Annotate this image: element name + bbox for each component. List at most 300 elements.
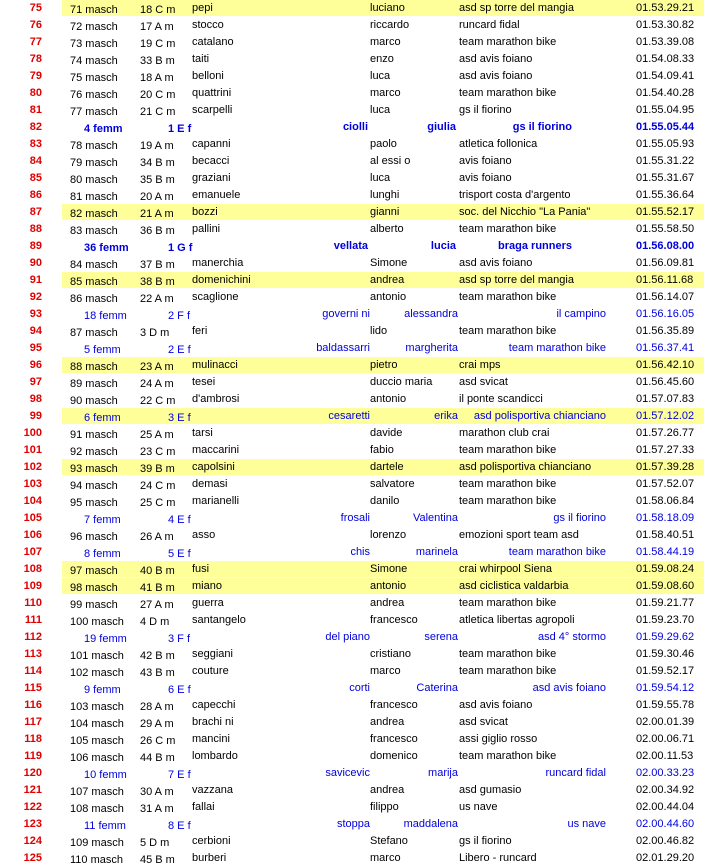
firstname-cell: marco (370, 665, 401, 677)
table-row (0, 170, 704, 187)
firstname-cell: luca (370, 172, 391, 184)
surname-cell: capecchi (192, 699, 236, 711)
class-rank-cell: 37 B m (140, 259, 175, 271)
surname-cell: asso (192, 529, 216, 541)
firstname-cell: fabio (370, 444, 394, 456)
surname-cell: demasi (192, 478, 228, 490)
category-rank-cell: 78 masch (70, 140, 118, 152)
position-cell: 84 (29, 155, 42, 167)
position-cell: 88 (29, 223, 42, 235)
category-rank-cell: 18 femm (84, 310, 127, 322)
table-row (0, 731, 704, 748)
class-rank-cell: 40 B m (140, 565, 175, 577)
table-row (0, 272, 704, 289)
table-row (0, 17, 704, 34)
table-row (0, 102, 704, 119)
category-rank-cell: 93 masch (70, 463, 118, 475)
class-rank-cell: 6 E f (168, 684, 191, 696)
firstname-cell: Stefano (370, 835, 408, 847)
category-rank-cell: 83 masch (70, 225, 118, 237)
position-cell: 96 (29, 359, 42, 371)
firstname-cell: marco (370, 36, 401, 48)
table-row (0, 0, 704, 17)
class-rank-cell: 33 B m (140, 55, 175, 67)
time-cell: 01.58.06.84 (636, 495, 695, 507)
category-rank-cell: 76 masch (70, 89, 118, 101)
category-rank-cell: 36 femm (84, 242, 129, 254)
team-cell: il campino (556, 308, 606, 320)
class-rank-cell: 23 C m (140, 446, 176, 458)
category-rank-cell: 84 masch (70, 259, 118, 271)
table-row (0, 136, 704, 153)
position-cell: 115 (24, 682, 42, 694)
category-rank-cell: 103 masch (70, 701, 124, 713)
position-cell: 76 (29, 19, 42, 31)
surname-cell: stoppa (336, 818, 370, 830)
time-cell: 02.00.44.60 (636, 818, 695, 830)
time-cell: 01.59.30.46 (636, 648, 695, 660)
category-rank-cell: 85 masch (70, 276, 118, 288)
surname-cell: mancini (192, 733, 230, 745)
table-row (0, 153, 704, 170)
table-row (0, 799, 704, 816)
team-cell: us nave (459, 801, 498, 813)
firstname-cell: filippo (370, 801, 399, 813)
time-cell: 02.01.29.20 (636, 852, 695, 864)
class-rank-cell: 7 E f (168, 769, 191, 781)
team-cell: avis foiano (459, 155, 512, 167)
table-row (0, 816, 704, 833)
position-cell: 93 (29, 308, 42, 320)
category-rank-cell: 107 masch (70, 786, 124, 798)
table-row (0, 646, 704, 663)
table-row (0, 663, 704, 680)
table-row (0, 459, 704, 476)
position-cell: 118 (24, 733, 42, 745)
team-cell: soc. del Nicchio "La Pania" (459, 206, 591, 218)
team-cell: crai mps (459, 359, 501, 371)
team-cell: asd sp torre del mangia (459, 274, 574, 286)
class-rank-cell: 18 C m (140, 4, 176, 16)
team-cell: asd avis foiano (459, 699, 533, 711)
firstname-cell: alberto (370, 223, 404, 235)
position-cell: 79 (29, 70, 42, 82)
team-cell: atletica libertas agropoli (459, 614, 575, 626)
time-cell: 01.55.31.67 (636, 172, 695, 184)
position-cell: 89 (29, 240, 42, 252)
class-rank-cell: 4 D m (140, 616, 170, 628)
position-cell: 82 (29, 121, 42, 133)
firstname-cell: giulia (427, 121, 456, 133)
team-cell: asd svicat (459, 716, 508, 728)
surname-cell: marianelli (192, 495, 240, 507)
table-row (0, 323, 704, 340)
position-cell: 113 (24, 648, 42, 660)
surname-cell: tarsi (192, 427, 213, 439)
surname-cell: savicevic (325, 767, 370, 779)
position-cell: 108 (23, 563, 42, 575)
firstname-cell: antonio (370, 580, 407, 592)
team-cell: team marathon bike (459, 36, 557, 48)
position-cell: 80 (29, 87, 42, 99)
time-cell: 01.57.27.33 (636, 444, 695, 456)
firstname-cell: Valentina (412, 512, 458, 524)
class-rank-cell: 30 A m (140, 786, 174, 798)
team-cell: gs il fiorino (459, 835, 512, 847)
firstname-cell: luca (370, 104, 391, 116)
table-row (0, 680, 704, 697)
table-row (0, 561, 704, 578)
firstname-cell: lorenzo (370, 529, 407, 541)
position-cell: 114 (24, 665, 42, 677)
category-rank-cell: 86 masch (70, 293, 118, 305)
time-cell: 01.58.18.09 (636, 512, 695, 524)
table-row (0, 187, 704, 204)
table-row (0, 221, 704, 238)
team-cell: team marathon bike (459, 597, 557, 609)
class-rank-cell: 3 F f (168, 633, 191, 645)
team-cell: team marathon bike (459, 665, 557, 677)
position-cell: 116 (24, 699, 42, 711)
table-row (0, 68, 704, 85)
time-cell: 01.56.45.60 (636, 376, 695, 388)
category-rank-cell: 7 femm (84, 514, 121, 526)
team-cell: crai whirpool Siena (459, 563, 552, 575)
class-rank-cell: 23 A m (140, 361, 174, 373)
category-rank-cell: 79 masch (70, 157, 118, 169)
table-row (0, 748, 704, 765)
time-cell: 01.57.39.28 (636, 461, 695, 473)
time-cell: 02.00.34.92 (636, 784, 695, 796)
team-cell: runcard fidal (459, 19, 520, 31)
category-rank-cell: 8 femm (84, 548, 121, 560)
category-rank-cell: 92 masch (70, 446, 118, 458)
firstname-cell: lunghi (370, 189, 400, 201)
category-rank-cell: 101 masch (70, 650, 124, 662)
time-cell: 02.00.06.71 (636, 733, 695, 745)
surname-cell: chis (350, 546, 370, 558)
position-cell: 103 (23, 478, 42, 490)
category-rank-cell: 102 masch (70, 667, 124, 679)
category-rank-cell: 89 masch (70, 378, 118, 390)
table-row (0, 374, 704, 391)
category-rank-cell: 97 masch (70, 565, 118, 577)
team-cell: avis foiano (459, 172, 512, 184)
class-rank-cell: 2 F f (168, 310, 191, 322)
time-cell: 01.55.05.44 (636, 121, 695, 133)
time-cell: 01.59.21.77 (636, 597, 695, 609)
team-cell: team marathon bike (459, 325, 557, 337)
class-rank-cell: 20 A m (140, 191, 174, 203)
surname-cell: capolsini (192, 461, 235, 473)
category-rank-cell: 5 femm (84, 344, 121, 356)
surname-cell: bozzi (192, 206, 218, 218)
time-cell: 01.57.07.83 (636, 393, 695, 405)
class-rank-cell: 1 G f (168, 242, 193, 254)
firstname-cell: serena (424, 631, 458, 643)
class-rank-cell: 29 A m (140, 718, 174, 730)
category-rank-cell: 6 femm (84, 412, 121, 424)
firstname-cell: andrea (370, 274, 405, 286)
class-rank-cell: 38 B m (140, 276, 175, 288)
position-cell: 100 (23, 427, 42, 439)
table-row (0, 408, 704, 425)
surname-cell: fallai (192, 801, 215, 813)
class-rank-cell: 18 A m (140, 72, 174, 84)
table-row (0, 765, 704, 782)
class-rank-cell: 3 E f (168, 412, 191, 424)
time-cell: 01.56.14.07 (636, 291, 695, 303)
time-cell: 01.55.58.50 (636, 223, 695, 235)
position-cell: 122 (23, 801, 42, 813)
firstname-cell: dartele (370, 461, 404, 473)
surname-cell: burberi (192, 852, 227, 864)
surname-cell: cerbioni (192, 835, 231, 847)
surname-cell: graziani (192, 172, 231, 184)
firstname-cell: davide (370, 427, 403, 439)
time-cell: 01.59.08.60 (636, 580, 695, 592)
team-cell: asd 4° stormo (538, 631, 606, 643)
team-cell: team marathon bike (459, 495, 557, 507)
team-cell: team marathon bike (459, 444, 557, 456)
table-row (0, 850, 704, 867)
firstname-cell: margherita (405, 342, 458, 354)
class-rank-cell: 25 A m (140, 429, 174, 441)
time-cell: 01.59.23.70 (636, 614, 695, 626)
position-cell: 78 (29, 53, 42, 65)
surname-cell: ciolli (342, 121, 368, 133)
class-rank-cell: 17 A m (140, 21, 174, 33)
position-cell: 102 (23, 461, 42, 473)
surname-cell: pepi (192, 2, 213, 14)
table-row (0, 833, 704, 850)
firstname-cell: marija (428, 767, 458, 779)
class-rank-cell: 25 C m (140, 497, 176, 509)
category-rank-cell: 106 masch (70, 752, 124, 764)
team-cell: asd gumasio (459, 784, 522, 796)
surname-cell: becacci (192, 155, 230, 167)
position-cell: 110 (24, 597, 42, 609)
position-cell: 105 (23, 512, 42, 524)
time-cell: 02.00.01.39 (636, 716, 695, 728)
team-cell: trisport costa d'argento (459, 189, 571, 201)
surname-cell: del piano (325, 631, 370, 643)
position-cell: 94 (29, 325, 42, 337)
firstname-cell: Caterina (416, 682, 458, 694)
class-rank-cell: 3 D m (140, 327, 170, 339)
class-rank-cell: 22 C m (140, 395, 176, 407)
firstname-cell: paolo (370, 138, 397, 150)
table-row (0, 442, 704, 459)
class-rank-cell: 42 B m (140, 650, 175, 662)
class-rank-cell: 26 C m (140, 735, 176, 747)
category-rank-cell: 109 masch (70, 837, 124, 849)
category-rank-cell: 90 masch (70, 395, 118, 407)
firstname-cell: marco (370, 87, 401, 99)
table-row (0, 578, 704, 595)
team-cell: asd ciclistica valdarbia (459, 580, 569, 592)
firstname-cell: luca (370, 70, 391, 82)
time-cell: 01.55.31.22 (636, 155, 695, 167)
class-rank-cell: 31 A m (140, 803, 174, 815)
position-cell: 123 (23, 818, 42, 830)
surname-cell: brachi ni (192, 716, 234, 728)
team-cell: asd avis foiano (459, 53, 533, 65)
position-cell: 121 (23, 784, 42, 796)
category-rank-cell: 82 masch (70, 208, 118, 220)
category-rank-cell: 81 masch (70, 191, 118, 203)
surname-cell: tesei (192, 376, 216, 388)
time-cell: 02.00.44.04 (636, 801, 695, 813)
surname-cell: capanni (192, 138, 231, 150)
category-rank-cell: 98 masch (70, 582, 118, 594)
category-rank-cell: 10 femm (84, 769, 127, 781)
team-cell: atletica follonica (459, 138, 538, 150)
position-cell: 107 (23, 546, 42, 558)
firstname-cell: Simone (370, 563, 408, 575)
time-cell: 01.59.29.62 (636, 631, 695, 643)
firstname-cell: lucia (430, 240, 456, 252)
position-cell: 92 (29, 291, 42, 303)
firstname-cell: francesco (370, 699, 418, 711)
table-row (0, 527, 704, 544)
time-cell: 01.55.36.64 (636, 189, 695, 201)
class-rank-cell: 21 A m (140, 208, 174, 220)
firstname-cell: Simone (370, 257, 408, 269)
position-cell: 106 (23, 529, 42, 541)
table-row (0, 204, 704, 221)
firstname-cell: pietro (370, 359, 398, 371)
position-cell: 91 (29, 274, 42, 286)
firstname-cell: antonio (370, 393, 407, 405)
time-cell: 01.54.09.41 (636, 70, 695, 82)
team-cell: gs il fiorino (553, 512, 606, 524)
time-cell: 01.59.08.24 (636, 563, 695, 575)
surname-cell: couture (192, 665, 229, 677)
table-row (0, 476, 704, 493)
table-row (0, 119, 704, 136)
table-row (0, 629, 704, 646)
position-cell: 125 (23, 852, 42, 864)
time-cell: 01.53.39.08 (636, 36, 695, 48)
class-rank-cell: 19 C m (140, 38, 176, 50)
table-row (0, 425, 704, 442)
team-cell: assi giglio rosso (459, 733, 538, 745)
time-cell: 01.59.54.12 (636, 682, 695, 694)
team-cell: asd svicat (459, 376, 508, 388)
table-row (0, 714, 704, 731)
surname-cell: miano (192, 580, 222, 592)
table-row (0, 595, 704, 612)
time-cell: 01.57.12.02 (636, 410, 695, 422)
firstname-cell: andrea (370, 597, 405, 609)
firstname-cell: al essi o (370, 155, 411, 167)
position-cell: 85 (29, 172, 42, 184)
class-rank-cell: 5 D m (140, 837, 170, 849)
position-cell: 98 (29, 393, 42, 405)
class-rank-cell: 19 A m (140, 140, 174, 152)
position-cell: 112 (24, 631, 42, 643)
team-cell: asd sp torre del mangia (459, 2, 574, 14)
table-row (0, 34, 704, 51)
position-cell: 120 (23, 767, 42, 779)
team-cell: team marathon bike (508, 546, 606, 558)
surname-cell: d'ambrosi (192, 393, 240, 405)
category-rank-cell: 94 masch (70, 480, 118, 492)
firstname-cell: domenico (370, 750, 418, 762)
firstname-cell: erika (434, 410, 458, 422)
category-rank-cell: 87 masch (70, 327, 118, 339)
firstname-cell: marinela (415, 546, 458, 558)
firstname-cell: francesco (370, 614, 418, 626)
surname-cell: guerra (192, 597, 224, 609)
time-cell: 01.57.52.07 (636, 478, 695, 490)
position-cell: 101 (23, 444, 42, 456)
table-row (0, 782, 704, 799)
time-cell: 02.00.46.82 (636, 835, 695, 847)
time-cell: 01.55.52.17 (636, 206, 695, 218)
class-rank-cell: 41 B m (140, 582, 175, 594)
time-cell: 01.59.52.17 (636, 665, 695, 677)
category-rank-cell: 104 masch (70, 718, 124, 730)
category-rank-cell: 100 masch (70, 616, 124, 628)
position-cell: 81 (29, 104, 42, 116)
team-cell: us nave (567, 818, 606, 830)
table-row (0, 697, 704, 714)
position-cell: 97 (29, 376, 42, 388)
category-rank-cell: 73 masch (70, 38, 118, 50)
position-cell: 77 (29, 36, 42, 48)
firstname-cell: duccio maria (370, 376, 433, 388)
team-cell: team marathon bike (508, 342, 606, 354)
time-cell: 01.56.08.00 (636, 240, 695, 252)
category-rank-cell: 19 femm (84, 633, 127, 645)
time-cell: 01.57.26.77 (636, 427, 695, 439)
surname-cell: catalano (192, 36, 234, 48)
firstname-cell: gianni (370, 206, 400, 218)
class-rank-cell: 45 B m (140, 854, 175, 866)
position-cell: 99 (29, 410, 42, 422)
category-rank-cell: 108 masch (70, 803, 124, 815)
table-row (0, 238, 704, 255)
team-cell: asd avis foiano (459, 257, 533, 269)
firstname-cell: cristiano (370, 648, 411, 660)
time-cell: 01.56.37.41 (636, 342, 695, 354)
time-cell: 01.58.40.51 (636, 529, 695, 541)
table-row (0, 306, 704, 323)
position-cell: 87 (29, 206, 42, 218)
time-cell: 01.54.08.33 (636, 53, 695, 65)
category-rank-cell: 105 masch (70, 735, 124, 747)
surname-cell: santangelo (192, 614, 246, 626)
category-rank-cell: 11 femm (84, 820, 126, 832)
class-rank-cell: 36 B m (140, 225, 175, 237)
surname-cell: pallini (192, 223, 221, 235)
team-cell: emozioni sport team asd (459, 529, 579, 541)
surname-cell: quattrini (192, 87, 232, 99)
time-cell: 01.55.04.95 (636, 104, 695, 116)
position-cell: 86 (29, 189, 42, 201)
surname-cell: manerchia (192, 257, 244, 269)
surname-cell: corti (349, 682, 370, 694)
class-rank-cell: 21 C m (140, 106, 176, 118)
category-rank-cell: 4 femm (84, 123, 123, 135)
team-cell: team marathon bike (459, 87, 557, 99)
surname-cell: stocco (192, 19, 224, 31)
time-cell: 01.56.11.68 (636, 274, 694, 286)
surname-cell: fusi (192, 563, 210, 575)
surname-cell: scarpelli (192, 104, 233, 116)
